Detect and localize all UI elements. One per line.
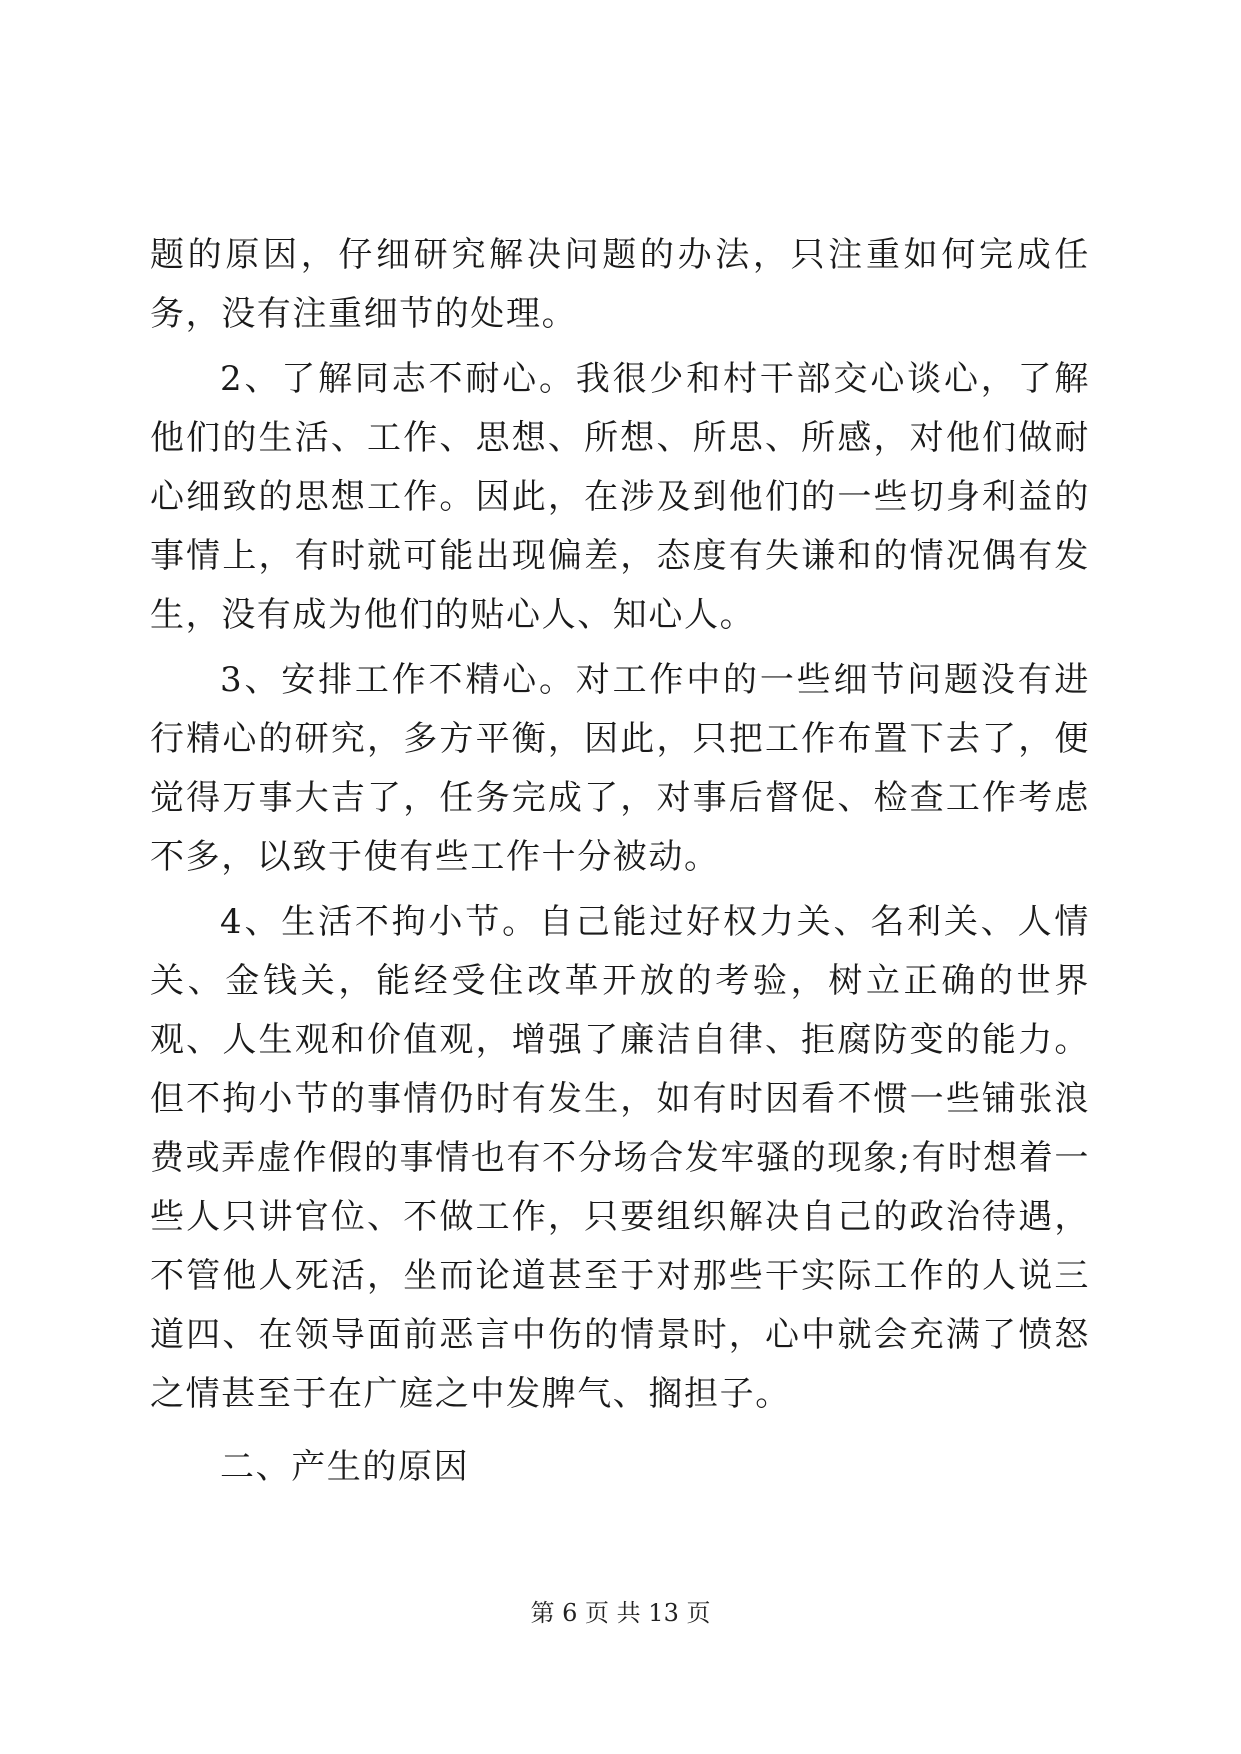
section-heading: 二、产生的原因 <box>220 1447 470 1487</box>
document-body <box>150 226 1090 1497</box>
paragraph-continued: 题的原因，仔细研究解决问题的办法，只注重如何完成任务，没有注重细节的处理。 <box>150 235 1090 334</box>
paragraph-item-3: 3、安排工作不精心。对工作中的一些细节问题没有进行精心的研究，多方平衡，因此，只把工作布置下去了，便觉得万事大吉了，任务完成了，对事后督促、检查工作考虑不多，以致于使有些工作十分被动。 <box>150 660 1090 877</box>
paragraph-item-2: 2、了解同志不耐心。我很少和村干部交心谈心，了解他们的生活、工作、思想、所想、所思、所感，对他们做耐心细致的思想工作。因此，在涉及到他们的一些切身利益的事情上，有时就可能出现偏差，态度有失谦和的情况偶有发生，没有成为他们的贴心人、知心人。 <box>150 359 1090 635</box>
paragraph-item-4: 4、生活不拘小节。自己能过好权力关、名利关、人情关、金钱关，能经受住改革开放的考验，树立正确的世界观、人生观和价值观，增强了廉洁自律、拒腐防变的能力。但不拘小节的事情仍时有发生，如有时因看不惯一些铺张浪费或弄虚作假的事情也有不分场合发牢骚的现象;有时想着一些人只讲官位、不做工作，只要组织解决自己的政治待遇，不管他人死活，坐而论道甚至于对那些干实际工作的人说三道四、在领导面前恶言中伤的情景时，心中就会充满了愤怒之情甚至于在广庭之中发脾气、搁担子。 <box>150 902 1090 1414</box>
page-number-footer: 第 6 页 共 13 页 <box>530 1599 711 1627</box>
